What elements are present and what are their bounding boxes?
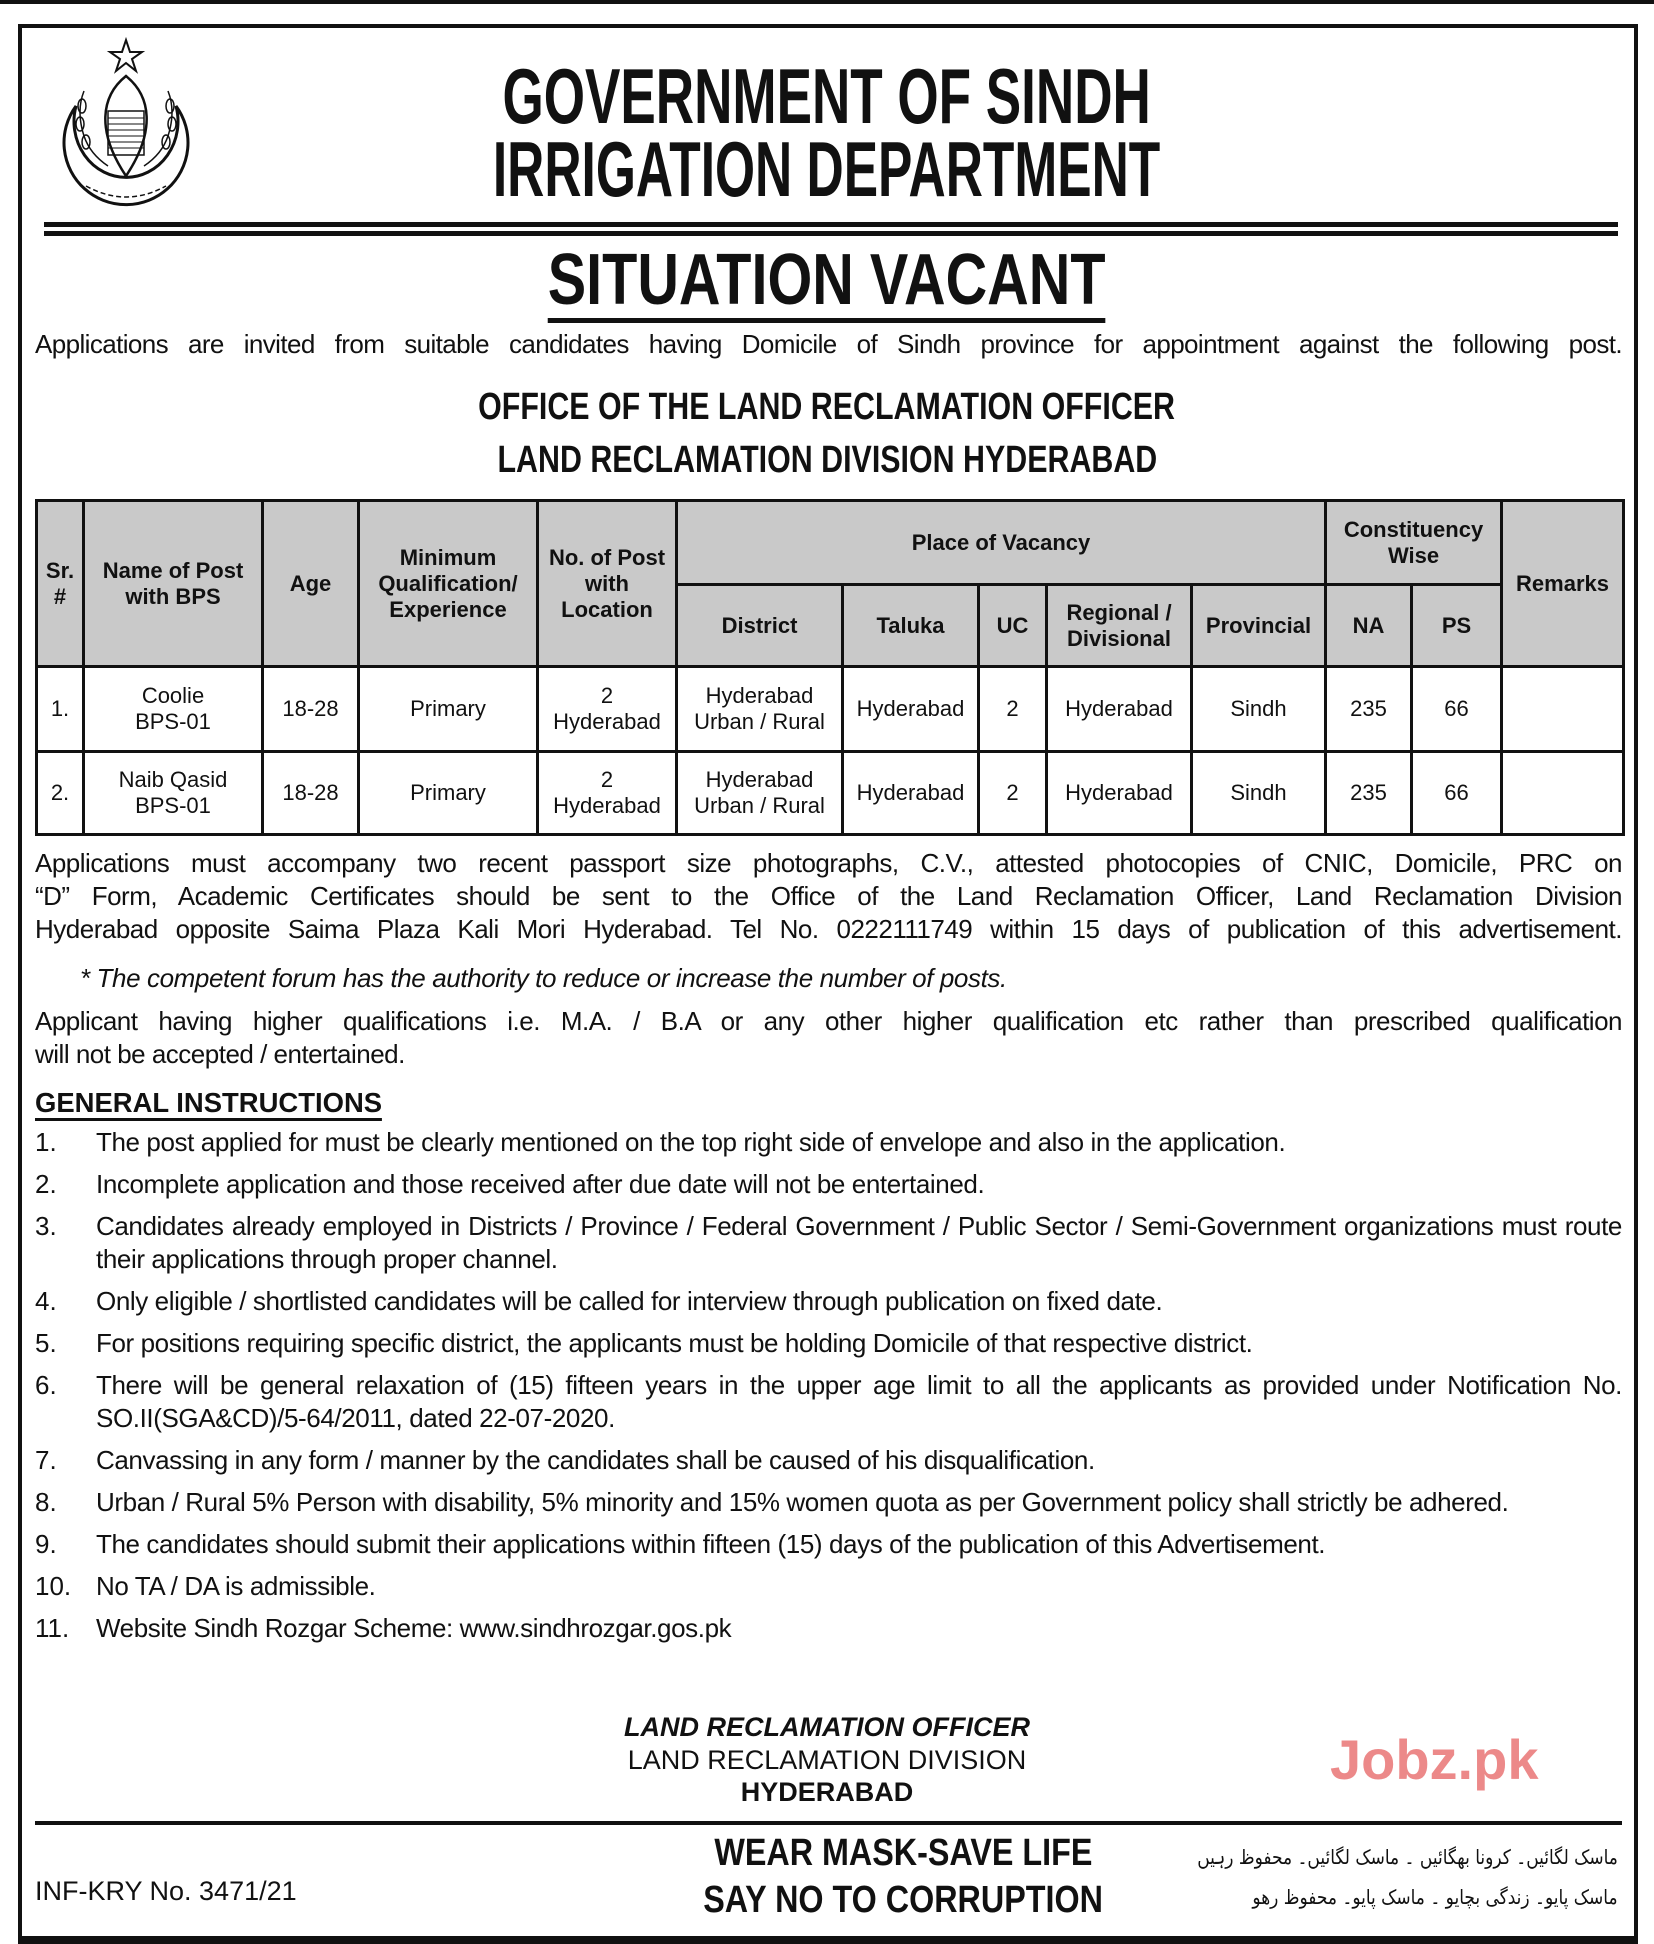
instruction-item xyxy=(35,1168,1622,1201)
instruction-text: The candidates should submit their applications within fifteen (15) days of the publication of this Advertisement. xyxy=(96,1529,1326,1559)
instruction-item xyxy=(35,1486,1622,1519)
cell-na: 235 xyxy=(1326,667,1412,752)
header-qualification: Minimum Qualification/ Experience xyxy=(359,501,538,667)
cell-taluka: Hyderabad xyxy=(843,667,979,752)
instruction-item xyxy=(35,1285,1622,1318)
instruction-number: 8. xyxy=(35,1487,57,1517)
cell-provincial: Sindh xyxy=(1192,752,1326,835)
qualification-paragraph xyxy=(35,1005,1622,1071)
urdu-slogan-1: ماسک لگائیں۔ کرونا بھگائیں ۔ ماسک لگائیں۔ محفوظ رہیں xyxy=(1197,1845,1618,1869)
office-title: OFFICE OF THE LAND RECLAMATION OFFICER xyxy=(478,386,1176,428)
instruction-text: Incomplete application and those received after due date will not be entertained. xyxy=(96,1169,985,1199)
post-bps: BPS-01 xyxy=(135,793,211,818)
competent-forum-note: * The competent forum has the authority to reduce or increase the number of posts. xyxy=(80,963,1007,993)
paragraph-line: will not be accepted / entertained. xyxy=(35,1039,405,1069)
post-location: Hyderabad xyxy=(553,709,661,734)
header-no-of-posts: No. of Post with Location xyxy=(538,501,677,667)
instruction-text: Urban / Rural 5% Person with disability, 5% minority and 15% women quota as per Government policy shall strictly be adhered. xyxy=(96,1487,1509,1517)
post-count: 2 xyxy=(600,683,614,708)
instruction-item xyxy=(35,1210,1622,1276)
post-name: Naib Qasid xyxy=(118,767,228,792)
header-remarks: Remarks xyxy=(1502,501,1624,667)
header-age: Age xyxy=(263,501,359,667)
top-rule xyxy=(0,0,1654,4)
instruction-text: No TA / DA is admissible. xyxy=(96,1571,376,1601)
district-name: Hyderabad xyxy=(705,683,814,708)
paragraph-line: Applications must accompany two recent passport size photographs, C.V., attested photocopies of CNIC, Domicile, PRC on xyxy=(35,848,1622,878)
cell-na: 235 xyxy=(1326,752,1412,835)
instruction-item xyxy=(35,1528,1622,1561)
cell-name xyxy=(84,752,263,835)
situation-vacant-heading: SITUATION VACANT xyxy=(0,244,1654,323)
header-taluka: Taluka xyxy=(843,585,979,667)
cell-uc: 2 xyxy=(979,752,1047,835)
instruction-number: 10. xyxy=(35,1571,72,1601)
cell-sr: 1. xyxy=(37,667,84,752)
double-rule-bottom xyxy=(44,231,1618,236)
division-title: LAND RECLAMATION DIVISION HYDERABAD xyxy=(497,439,1157,481)
footer-rule xyxy=(35,1821,1622,1825)
post-count: 2 xyxy=(600,767,614,792)
cell-provincial: Sindh xyxy=(1192,667,1326,752)
header-na: NA xyxy=(1326,585,1412,667)
district-name: Hyderabad xyxy=(705,767,814,792)
inf-reference: INF-KRY No. 3471/21 xyxy=(35,1876,297,1906)
instruction-number: 3. xyxy=(35,1211,57,1241)
post-bps: BPS-01 xyxy=(135,709,211,734)
header-uc: UC xyxy=(979,585,1047,667)
double-rule-top xyxy=(44,222,1618,227)
slogan-no-corruption: SAY NO TO CORRUPTION xyxy=(703,1879,1103,1921)
table-row xyxy=(37,667,1624,752)
header-sr: Sr. # xyxy=(37,501,84,667)
header-provincial: Provincial xyxy=(1192,585,1326,667)
paragraph-line: “D” Form, Academic Certificates should be sent to the Office of the Land Reclamation Officer, Land Reclamation Division xyxy=(35,881,1622,911)
instruction-item xyxy=(35,1444,1622,1477)
urdu-slogan-2: ماسک پایو۔ زندگی بچایو ۔ ماسک پایو۔ محفوظ رھو xyxy=(1252,1885,1618,1909)
cell-age: 18-28 xyxy=(263,752,359,835)
header-name-of-post: Name of Post with BPS xyxy=(84,501,263,667)
cell-remarks xyxy=(1502,667,1624,752)
instruction-item xyxy=(35,1612,1622,1645)
cell-taluka: Hyderabad xyxy=(843,752,979,835)
instruction-text: Candidates already employed in Districts / Province / Federal Government / Public Sector / Semi-Government organizations must route their applications through proper channel. xyxy=(96,1211,1622,1274)
cell-regional: Hyderabad xyxy=(1047,667,1192,752)
cell-district xyxy=(677,667,843,752)
instruction-text: Website Sindh Rozgar Scheme: www.sindhrozgar.gos.pk xyxy=(96,1613,732,1643)
cell-name xyxy=(84,667,263,752)
instruction-number: 5. xyxy=(35,1328,57,1358)
cell-age: 18-28 xyxy=(263,667,359,752)
instruction-text: For positions requiring specific district, the applicants must be holding Domicile of that respective district. xyxy=(96,1328,1253,1358)
header-district: District xyxy=(677,585,843,667)
table-row xyxy=(37,752,1624,835)
instruction-number: 2. xyxy=(35,1169,57,1199)
cell-posts xyxy=(538,667,677,752)
header-place-of-vacancy: Place of Vacancy xyxy=(677,501,1326,585)
watermark: Jobz.pk xyxy=(1330,1728,1539,1791)
instruction-item xyxy=(35,1327,1622,1360)
post-name: Coolie xyxy=(141,683,205,708)
instruction-number: 1. xyxy=(35,1127,57,1157)
header-ps: PS xyxy=(1412,585,1502,667)
slogan-wear-mask: WEAR MASK-SAVE LIFE xyxy=(713,1832,1093,1874)
instruction-item xyxy=(35,1126,1622,1159)
instruction-text: There will be general relaxation of (15) fifteen years in the upper age limit to all the applicants as provided under Notification No. SO.II(SGA&CD)/5-64/2011, dated 22-07-2020. xyxy=(96,1370,1622,1433)
signature-division: LAND RECLAMATION DIVISION xyxy=(627,1745,1027,1775)
instruction-item xyxy=(35,1570,1622,1603)
district-area: Urban / Rural xyxy=(694,793,825,818)
instruction-number: 6. xyxy=(35,1370,57,1400)
instruction-number: 11. xyxy=(35,1613,70,1643)
vacancy-table xyxy=(35,499,1625,836)
cell-district xyxy=(677,752,843,835)
cell-posts xyxy=(538,752,677,835)
header-constituency: Constituency Wise xyxy=(1326,501,1502,585)
instruction-text: The post applied for must be clearly mentioned on the top right side of envelope and also in the application. xyxy=(96,1127,1286,1157)
instructions-list xyxy=(35,1126,1622,1654)
signature-city: HYDERABAD xyxy=(740,1777,914,1807)
instruction-item xyxy=(35,1369,1622,1435)
applications-paragraph xyxy=(35,847,1622,946)
cell-qualification: Primary xyxy=(359,752,538,835)
instruction-text: Only eligible / shortlisted candidates will be called for interview through publication on fixed date. xyxy=(96,1286,1163,1316)
instruction-number: 4. xyxy=(35,1286,57,1316)
post-location: Hyderabad xyxy=(553,793,661,818)
paragraph-line: Applicant having higher qualifications i.e. M.A. / B.A or any other higher qualification etc rather than prescribed qualification xyxy=(35,1006,1622,1036)
cell-qualification: Primary xyxy=(359,667,538,752)
paragraph-line: Hyderabad opposite Saima Plaza Kali Mori Hyderabad. Tel No. 0222111749 within 15 days of publication of this advertisement. xyxy=(35,914,1622,944)
header-regional: Regional / Divisional xyxy=(1047,585,1192,667)
cell-regional: Hyderabad xyxy=(1047,752,1192,835)
title-department: IRRIGATION DEPARTMENT xyxy=(493,125,1161,213)
district-area: Urban / Rural xyxy=(694,709,825,734)
signature-title: LAND RECLAMATION OFFICER xyxy=(624,1712,1030,1742)
cell-ps: 66 xyxy=(1412,752,1502,835)
instruction-text: Canvassing in any form / manner by the candidates shall be caused of his disqualification. xyxy=(96,1445,1095,1475)
cell-sr: 2. xyxy=(37,752,84,835)
cell-uc: 2 xyxy=(979,667,1047,752)
general-instructions-heading: GENERAL INSTRUCTIONS xyxy=(35,1088,389,1121)
cell-ps: 66 xyxy=(1412,667,1502,752)
title-government: GOVERNMENT OF SINDH xyxy=(502,52,1152,140)
cell-remarks xyxy=(1502,752,1624,835)
instruction-number: 9. xyxy=(35,1529,57,1559)
table-header-row xyxy=(37,501,1624,585)
instruction-number: 7. xyxy=(35,1445,57,1475)
intro-text: Applications are invited from suitable candidates having Domicile of Sindh province for appointment against the following post. xyxy=(35,329,1622,359)
